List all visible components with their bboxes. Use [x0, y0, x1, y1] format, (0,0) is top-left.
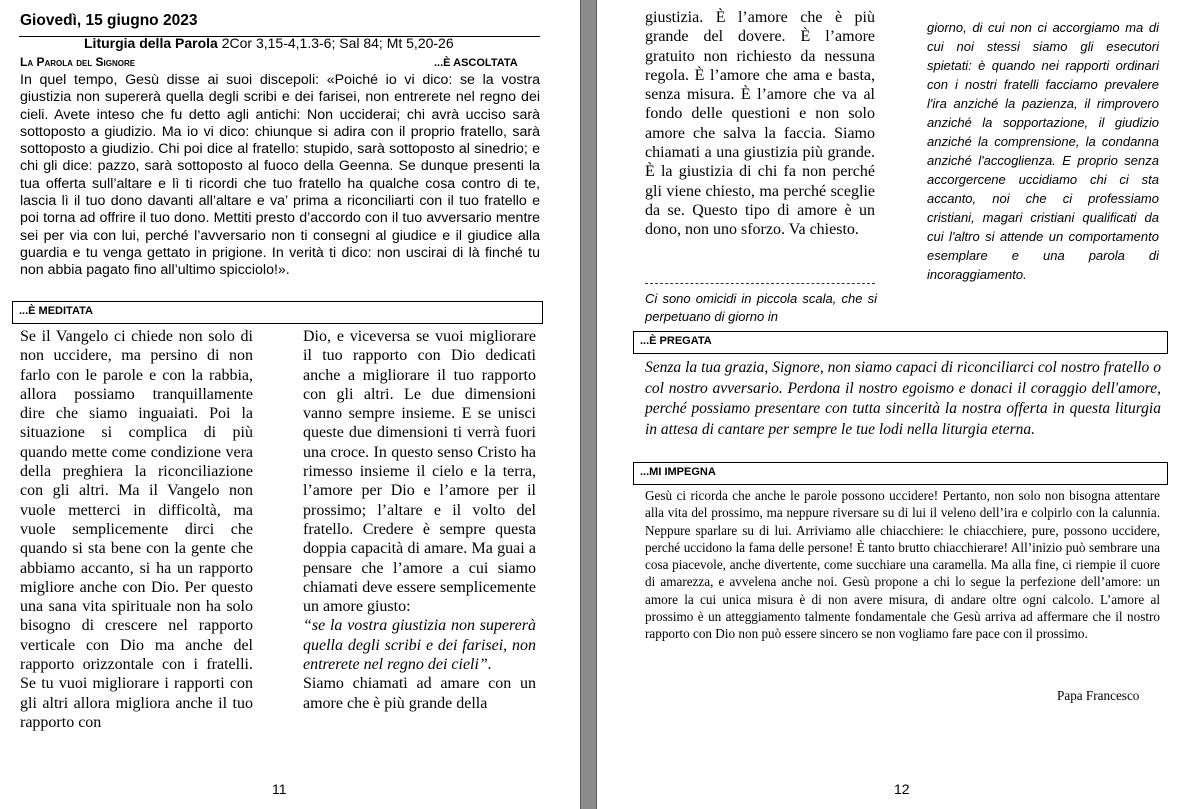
pregata-section-box — [633, 331, 1168, 354]
right-page — [597, 0, 1182, 809]
dashed-separator — [645, 283, 875, 284]
prayer-text: Senza la tua grazia, Signore, non siamo capaci di riconciliarci col nostro fratello o col nostro avversario. Perdona il nostro egoismo e donaci il coraggio dell'amore, perché possiamo presentare con tutta sincerità la nostra offerta in questa liturgia in attesa di cantare per sempre le tue lodi nella liturgia eterna. — [645, 359, 1161, 438]
meditation-quote: “se la vostra giustizia non supererà quella degli scribi e dei farisei, non entrerete nel regno dei cieli”. — [303, 617, 536, 674]
meditation-column-1: Se il Vangelo ci chiede non solo di non uccidere, ma persino di non farlo con le parole e con la rabbia, allora possiamo tranquillamente dire che siamo inguaiati. Poi la situazione si complica di più quando mette come condizione vera della preghiera la riconciliazione con gli altri. Ma il Vangelo non vuole metterci in difficoltà, ma vuole semplicemente dirci che quando si sta bene con la gente che abbiamo accanto, si ha un rapporto migliore anche con Dio. Per questo una sana vita spirituale non ha solo bisogno di crescere nel rapporto verticale con Dio ma anche del rapporto orizzontale con i fratelli. Se tu vuoi migliorare i rapporti con gli altri allora migliora anche il tuo rapporto con — [20, 328, 253, 731]
pregata-label: ...È PREGATA — [640, 335, 712, 347]
ascoltata-label: ...È ASCOLTATA — [434, 57, 518, 69]
liturgy-refs: 2Cor 3,15-4,1.3-6; Sal 84; Mt 5,20-26 — [221, 35, 454, 51]
page-number-left: 11 — [272, 781, 287, 797]
liturgy-header — [84, 35, 454, 51]
date-heading: Giovedì, 15 giugno 2023 — [20, 12, 198, 29]
meditation-col2-text: Dio, e viceversa se vuoi migliorare il tuo rapporto con Dio dedicati anche a migliorare il tuo rapporto con gli altri. Le due dimensioni vanno sempre insieme. E se unisci queste due dimensioni ti verrà fuori una croce. In questo senso Cristo ha rimesso insieme il cielo e la terra, l’amore per Dio e l’amore per il prossimo; l’altare e il volto del fratello. Credere è sempre questa doppia capacità di amare. Ma guai a pensare che l’amore a cui siamo chiamati deve essere semplicemente un amore giusto: — [303, 328, 536, 616]
meditation-column-2 — [303, 327, 536, 713]
meditata-label: ...È MEDITATA — [19, 305, 93, 317]
meditation-col2-end: Siamo chiamati ad amare con un amore che è più grande della — [303, 675, 536, 712]
right-column-1: giustizia. È l’amore che è più grande del dovere. È l’amore gratuito non richiesto da nessuna regola. È l’amore che ama e basta, senza misura. È l’amore che va al fondo delle questioni e non solo amore che salva la faccia. Siamo chiamati a una giustizia più grande. È la giustizia di chi fa non perché gli viene chiesto, ma perché sceglie da se. Questo tipo di amore è un dono, non uno sforzo. Va chiesto. — [645, 9, 875, 239]
left-page — [0, 0, 580, 809]
page-gutter — [580, 0, 597, 809]
gutter-edge-left — [580, 0, 581, 809]
parola-title: La Parola del Signore — [20, 55, 136, 69]
signature: Papa Francesco — [1057, 688, 1140, 703]
impegno-text: Gesù ci ricorda che anche le parole possono uccidere! Pertanto, non solo non bisogna attentare alla vita del prossimo, ma neppure riversare su di lui il veleno dell’ira e colpirlo con la calunnia. Neppure sparlare su di lui. Arriviamo alle chiacchiere: le chiacchiere, pure, possono uccidere, perché uccidono la fama delle persone! È tanto brutto chiacchierare! All’inizio può sembrare una cosa piacevole, anche divertente, come succhiare una caramella. Ma alla fine, ci riempie il cuore di amarezza, e avvelena anche noi. Gesù propone a chi lo segue la perfezione dell’amore: un amore la cui unica misura è di non avere misura, di andare oltre ogni calcolo. L’amore al prossimo è un atteggiamento talmente fondamentale che Gesù arriva ad affermare che il nostro rapporto con Dio non può essere sincero se non vogliamo fare pace con il prossimo. — [645, 488, 1160, 642]
gospel-text: In quel tempo, Gesù disse ai suoi discepoli: «Poiché io vi dico: se la vostra giustizia non supererà quella degli scribi e dei farisei, non entrerete nel regno dei cieli. Avete inteso che fu detto agli antichi: Non ucciderai; chi avrà ucciso sarà sottoposto a giudizio. Ma io vi dico: chiunque si adira con il proprio fratello, sarà sottoposto a giudizio. Chi poi dice al fratello: stupido, sarà sottoposto al sinedrio; e chi gli dice: pazzo, sarà sottoposto al fuoco della Geenna. Se dunque presenti la tua offerta sull’altare e lì ti ricordi che tuo fratello ha qualche cosa contro di te, lascia lì il tuo dono davanti all’altare e va’ prima a riconciliarti con il tuo fratello e poi torna ad offrire il tuo dono. Mettiti presto d’accordo con il tuo avversario mentre sei per via con lui, perché l’avversario non ti consegni al giudice e il giudice alla guardia e tu venga gettato in prigione. In verità ti dico: non uscirai di là finché tu non abbia pagato fino all’ultimo spicciolo!». — [20, 72, 540, 279]
liturgy-label: Liturgia della Parola — [84, 35, 218, 51]
italic-reflection-start: Ci sono omicidi in piccola scala, che si perpetuano di giorno in — [645, 291, 877, 324]
page-number-right: 12 — [894, 781, 910, 797]
impegna-section-box — [633, 462, 1168, 485]
meditata-section-box — [12, 301, 543, 324]
italic-reflection-column: giorno, di cui non ci accorgiamo ma di cui noi stessi siamo gli esecutori spietati: è quando nei rapporti ordinari con i nostri fratelli facciamo prevalere l'ira anziché la pazienza, il rimprovero anziché la sopportazione, il giudizio anziché la comprensione, la condanna anziché l'accoglienza. E proprio senza accorgercene uccidiamo chi ci sta accanto, noi che ci professiamo cristiani, magari cristiani qualificati da cui l'altro si attende un comportamento esemplare e una parola di incoraggiamento. — [927, 20, 1159, 282]
impegna-label: ...MI IMPEGNA — [640, 466, 716, 478]
